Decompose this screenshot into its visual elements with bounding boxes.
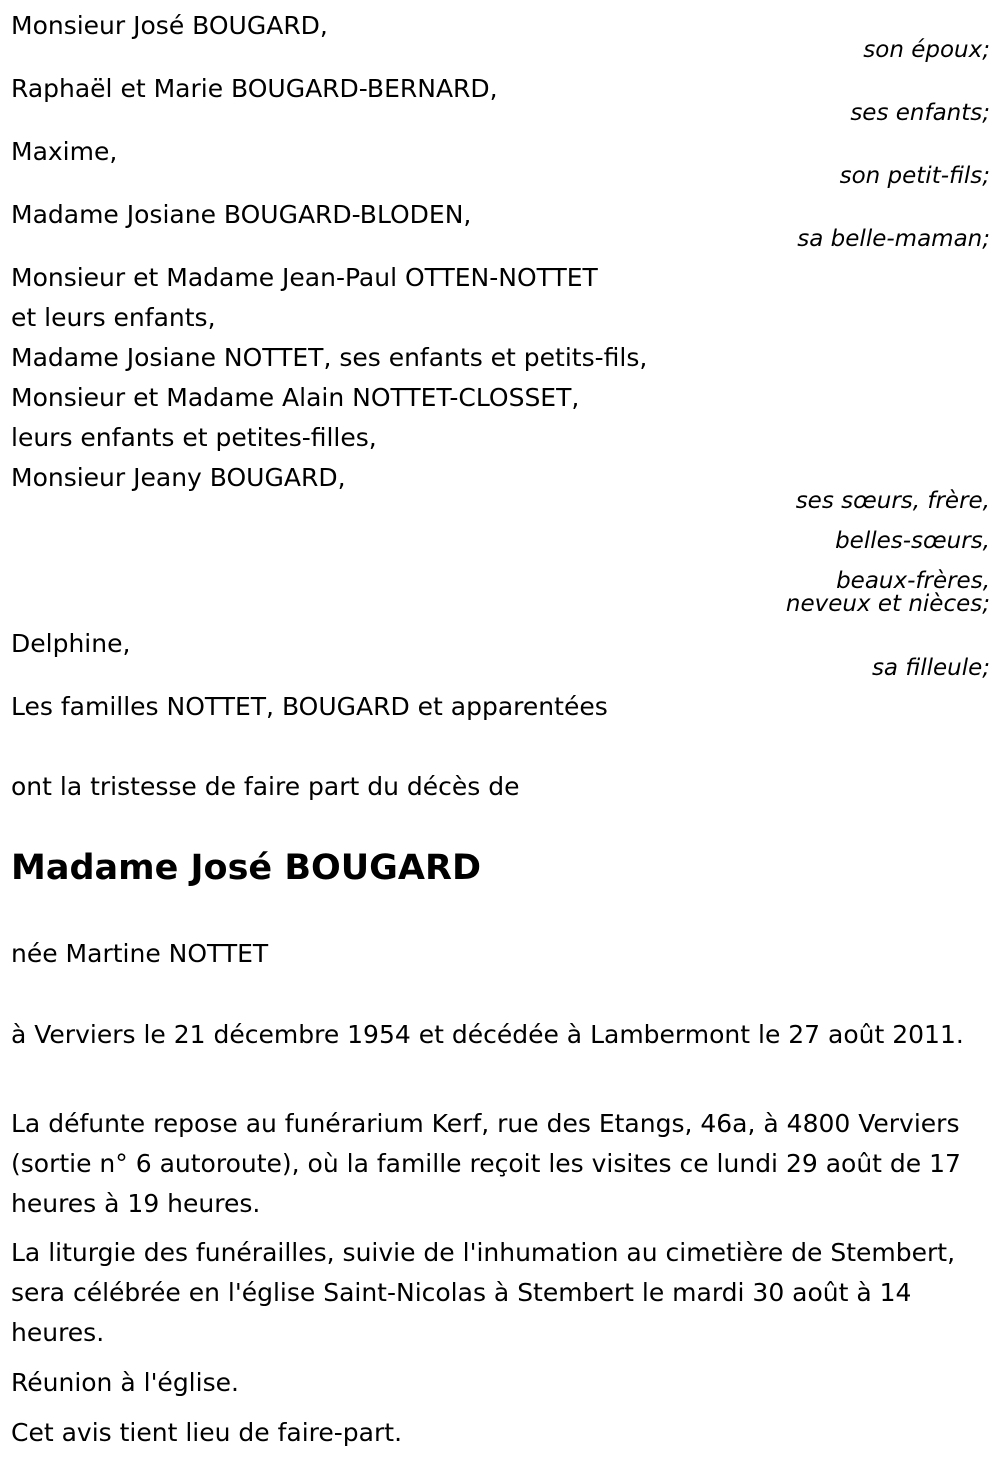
goddaughter-relation: sa filleule;	[871, 655, 990, 681]
birth-name: née Martine NOTTET	[11, 939, 269, 968]
family-member-relation: son époux;	[863, 37, 990, 63]
sibling-line: Madame Josiane NOTTET, ses enfants et petits-fils,	[11, 343, 648, 372]
sibling-relation: beaux-frères,	[836, 568, 990, 594]
family-member-relation: son petit-fils;	[839, 163, 990, 189]
family-member-name: Maxime,	[11, 137, 118, 166]
family-member-relation: ses enfants;	[850, 100, 990, 126]
meeting-paragraph: Réunion à l'église.	[11, 1368, 239, 1397]
closing-paragraph: Cet avis tient lieu de faire-part.	[11, 1418, 403, 1447]
deceased-name: Madame José BOUGARD	[11, 848, 482, 888]
family-member-name: Monsieur José BOUGARD,	[11, 11, 328, 40]
funeral-paragraph: La liturgie des funérailles, suivie de l'inhumation au cimetière de Stembert, sera célébrée en l'église Saint-Nicolas à Stembert le mardi 30 août à 14 heures.	[11, 1238, 956, 1347]
sibling-line: Monsieur et Madame Jean-Paul OTTEN-NOTTET	[11, 263, 598, 292]
visitation-paragraph: La défunte repose au funérarium Kerf, rue des Etangs, 46a, à 4800 Verviers (sortie n° 6 autoroute), où la famille reçoit les visites ce lundi 29 août de 17 heures à 19 heures.	[11, 1109, 961, 1218]
sibling-relation: ses sœurs, frère,	[795, 488, 990, 514]
sibling-line: Monsieur Jeany BOUGARD,	[11, 463, 346, 492]
sibling-line: leurs enfants et petites-filles,	[11, 423, 377, 452]
sibling-line: Monsieur et Madame Alain NOTTET-CLOSSET,	[11, 383, 580, 412]
goddaughter-name: Delphine,	[11, 629, 131, 658]
sibling-relation: belles-sœurs,	[835, 528, 990, 554]
sibling-line: et leurs enfants,	[11, 303, 216, 332]
dates-paragraph: à Verviers le 21 décembre 1954 et décédée à Lambermont le 27 août 2011.	[11, 1020, 964, 1049]
family-member-name: Madame Josiane BOUGARD-BLODEN,	[11, 200, 472, 229]
family-member-name: Raphaël et Marie BOUGARD-BERNARD,	[11, 74, 498, 103]
family-member-relation: sa belle-maman;	[797, 226, 990, 252]
sibling-relation: neveux et nièces;	[785, 591, 990, 617]
families-line: Les familles NOTTET, BOUGARD et apparentées	[11, 692, 608, 721]
announcement-text: ont la tristesse de faire part du décès de	[11, 772, 520, 801]
